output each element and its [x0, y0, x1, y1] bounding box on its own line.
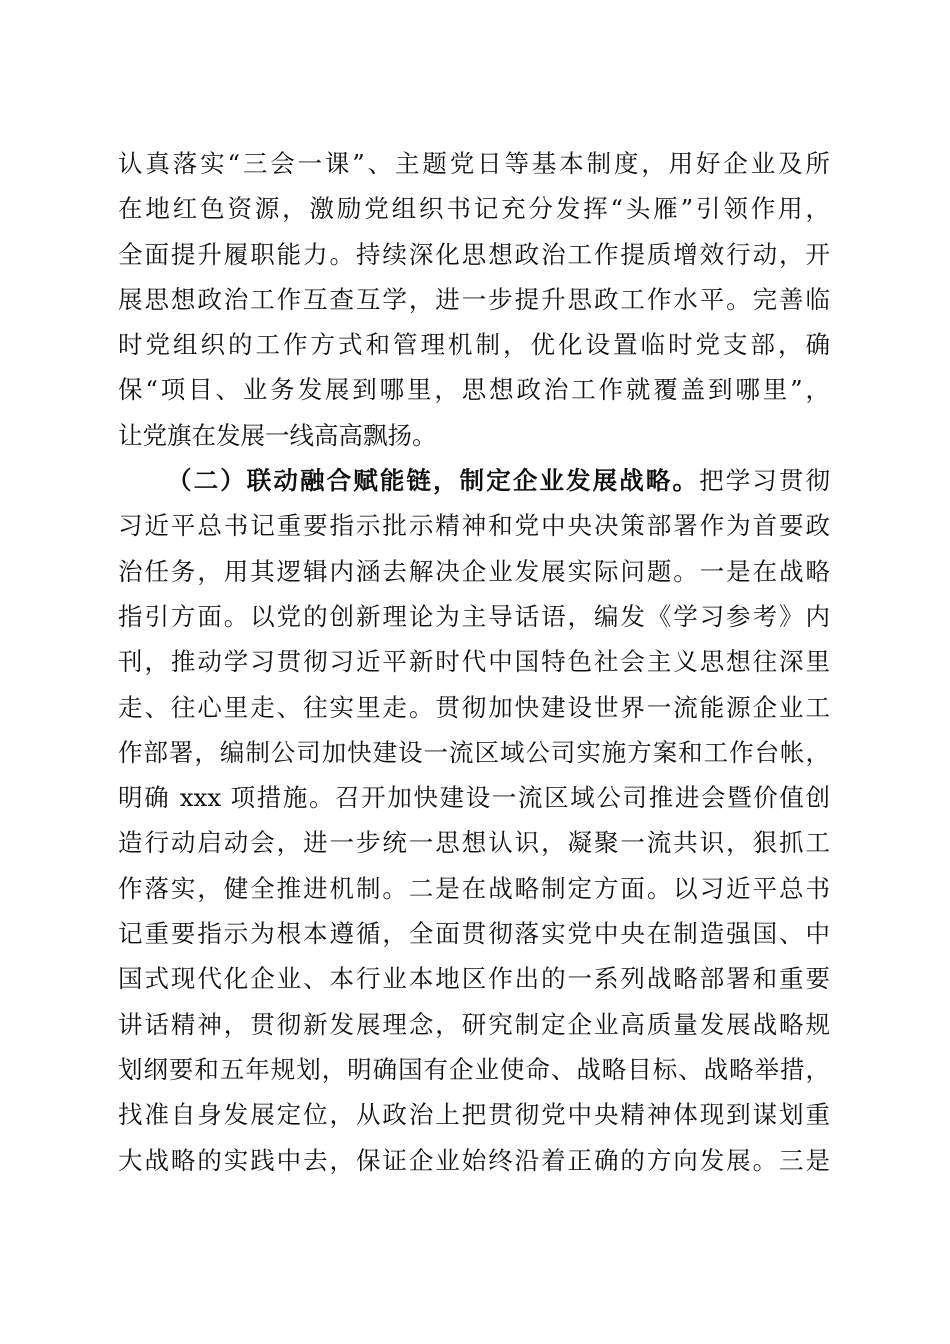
heading-continuation: 把学习贯彻: [699, 466, 831, 496]
text-line: 在地红色资源，激励党组织书记充分发挥“头雁”引领作用，: [118, 194, 830, 224]
text-line: 认真落实“三会一课”、主题党日等基本制度，用好企业及所: [118, 149, 830, 178]
text-line: 记重要指示为根本遵循，全面贯彻落实党中央在制造强国、中: [118, 919, 830, 949]
text-line: 全面提升履职能力。持续深化思想政治工作提质增效行动，开: [118, 239, 830, 269]
text-line: 造行动启动会，进一步统一思想认识，凝聚一流共识，狠抓工: [118, 828, 830, 858]
text-line: 展思想政治工作互查互学，进一步提升思政工作水平。完善临: [118, 284, 830, 314]
text-line: 让党旗在发展一线高高飘扬。: [118, 420, 437, 450]
body-text: [118, 141, 830, 1183]
paragraph-2-first-line: [118, 458, 830, 503]
text-line: 找准自身发展定位，从政治上把贯彻党中央精神体现到谋划重: [118, 1100, 830, 1130]
paragraph-1: [118, 141, 830, 458]
section-heading: （二）联动融合赋能链，制定企业发展战略。: [167, 466, 700, 496]
text-line: 指引方面。以党的创新理论为主导话语，编发《学习参考》内: [118, 601, 830, 631]
text-line: 走、往心里走、往实里走。贯彻加快建设世界一流能源企业工: [118, 692, 830, 722]
text-line: 治任务，用其逻辑内涵去解决企业发展实际问题。一是在战略: [118, 556, 830, 586]
text-line: 刊，推动学习贯彻习近平新时代中国特色社会主义思想往深里: [118, 647, 830, 677]
text-line: 保“项目、业务发展到哪里，思想政治工作就覆盖到哪里”，: [118, 375, 830, 405]
text-line: 习近平总书记重要指示批示精神和党中央决策部署作为首要政: [118, 511, 830, 541]
text-line: 讲话精神，贯彻新发展理念，研究制定企业高质量发展战略规: [118, 1009, 830, 1039]
text-line: 时党组织的工作方式和管理机制，优化设置临时党支部，确: [118, 330, 830, 360]
text-line: 划纲要和五年规划，明确国有企业使命、战略目标、战略举措，: [118, 1054, 830, 1084]
text-line: 作落实，健全推进机制。二是在战略制定方面。以习近平总书: [118, 873, 830, 903]
text-line: 明确 xxx 项措施。召开加快建设一流区域公司推进会暨价值创: [118, 783, 830, 813]
text-line: 国式现代化企业、本行业本地区作出的一系列战略部署和重要: [118, 964, 830, 994]
text-line: 大战略的实践中去，保证企业始终沿着正确的方向发展。三是: [118, 1145, 830, 1175]
paragraph-2: [118, 458, 830, 1183]
text-line: 作部署，编制公司加快建设一流区域公司实施方案和工作台帐，: [118, 737, 830, 767]
